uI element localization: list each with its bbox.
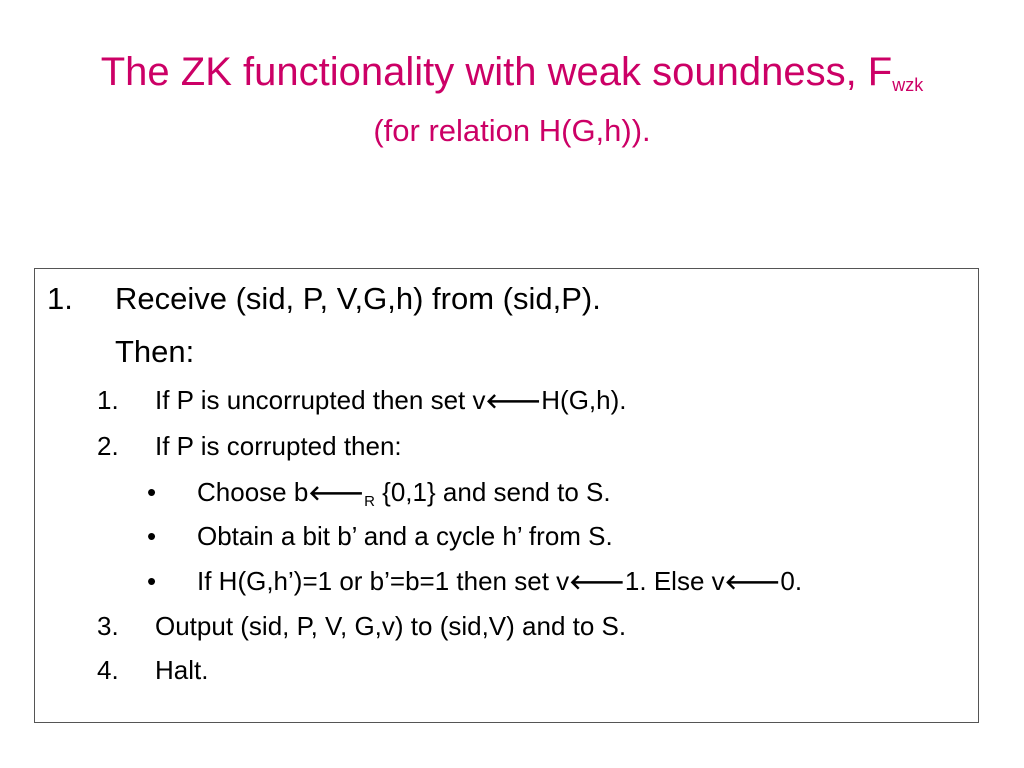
left-arrow-icon: 🡐 [308,481,365,505]
bullet-2-text: Obtain a bit b’ and a cycle h’ from S. [197,521,613,551]
left-arrow-icon: 🡐 [485,389,542,413]
substep-4-number: 4. [97,655,119,685]
slide-title [0,46,1024,151]
bullet-1-subscript: R [364,493,375,510]
bullet-3-text-middle: 1. Else v [624,566,725,596]
bullet-icon: • [147,566,157,596]
bullet-1-text-after: {0,1} and send to S. [374,477,611,507]
bullet-1-text-before: Choose b [197,477,309,507]
bullet-3-text-before: If H(G,h’)=1 or b’=b=1 then set v [197,566,570,596]
step-1-then: Then: [115,334,195,369]
left-arrow-icon: 🡐 [724,570,781,594]
title-line-1 [0,46,1024,105]
bullet-icon: • [147,477,157,507]
step-1-number: 1. [47,281,73,316]
bullet-3-text [197,566,802,597]
bullet-1-text [197,477,611,510]
substep-4-text: Halt. [155,655,209,685]
substep-1-text-before: If P is uncorrupted then set v [155,385,486,415]
substep-2-text: If P is corrupted then: [155,431,402,461]
substep-2-number: 2. [97,431,119,461]
title-main-text: The ZK functionality with weak soundness, F [100,50,893,94]
title-line-2: (for relation H(G,h)). [373,113,651,148]
bullet-icon: • [147,521,157,551]
substep-1-text-after: H(G,h). [541,385,627,415]
left-arrow-icon: 🡐 [569,570,625,594]
step-1-text: Receive (sid, P, V,G,h) from (sid,P). [115,281,601,316]
content-box [34,268,979,723]
substep-3-number: 3. [97,611,119,641]
substep-3-text: Output (sid, P, V, G,v) to (sid,V) and to S. [155,611,627,641]
title-subscript: wzk [892,75,924,95]
bullet-3-text-after: 0. [780,566,803,596]
substep-1-number: 1. [97,385,119,415]
substep-1-text [155,385,627,416]
